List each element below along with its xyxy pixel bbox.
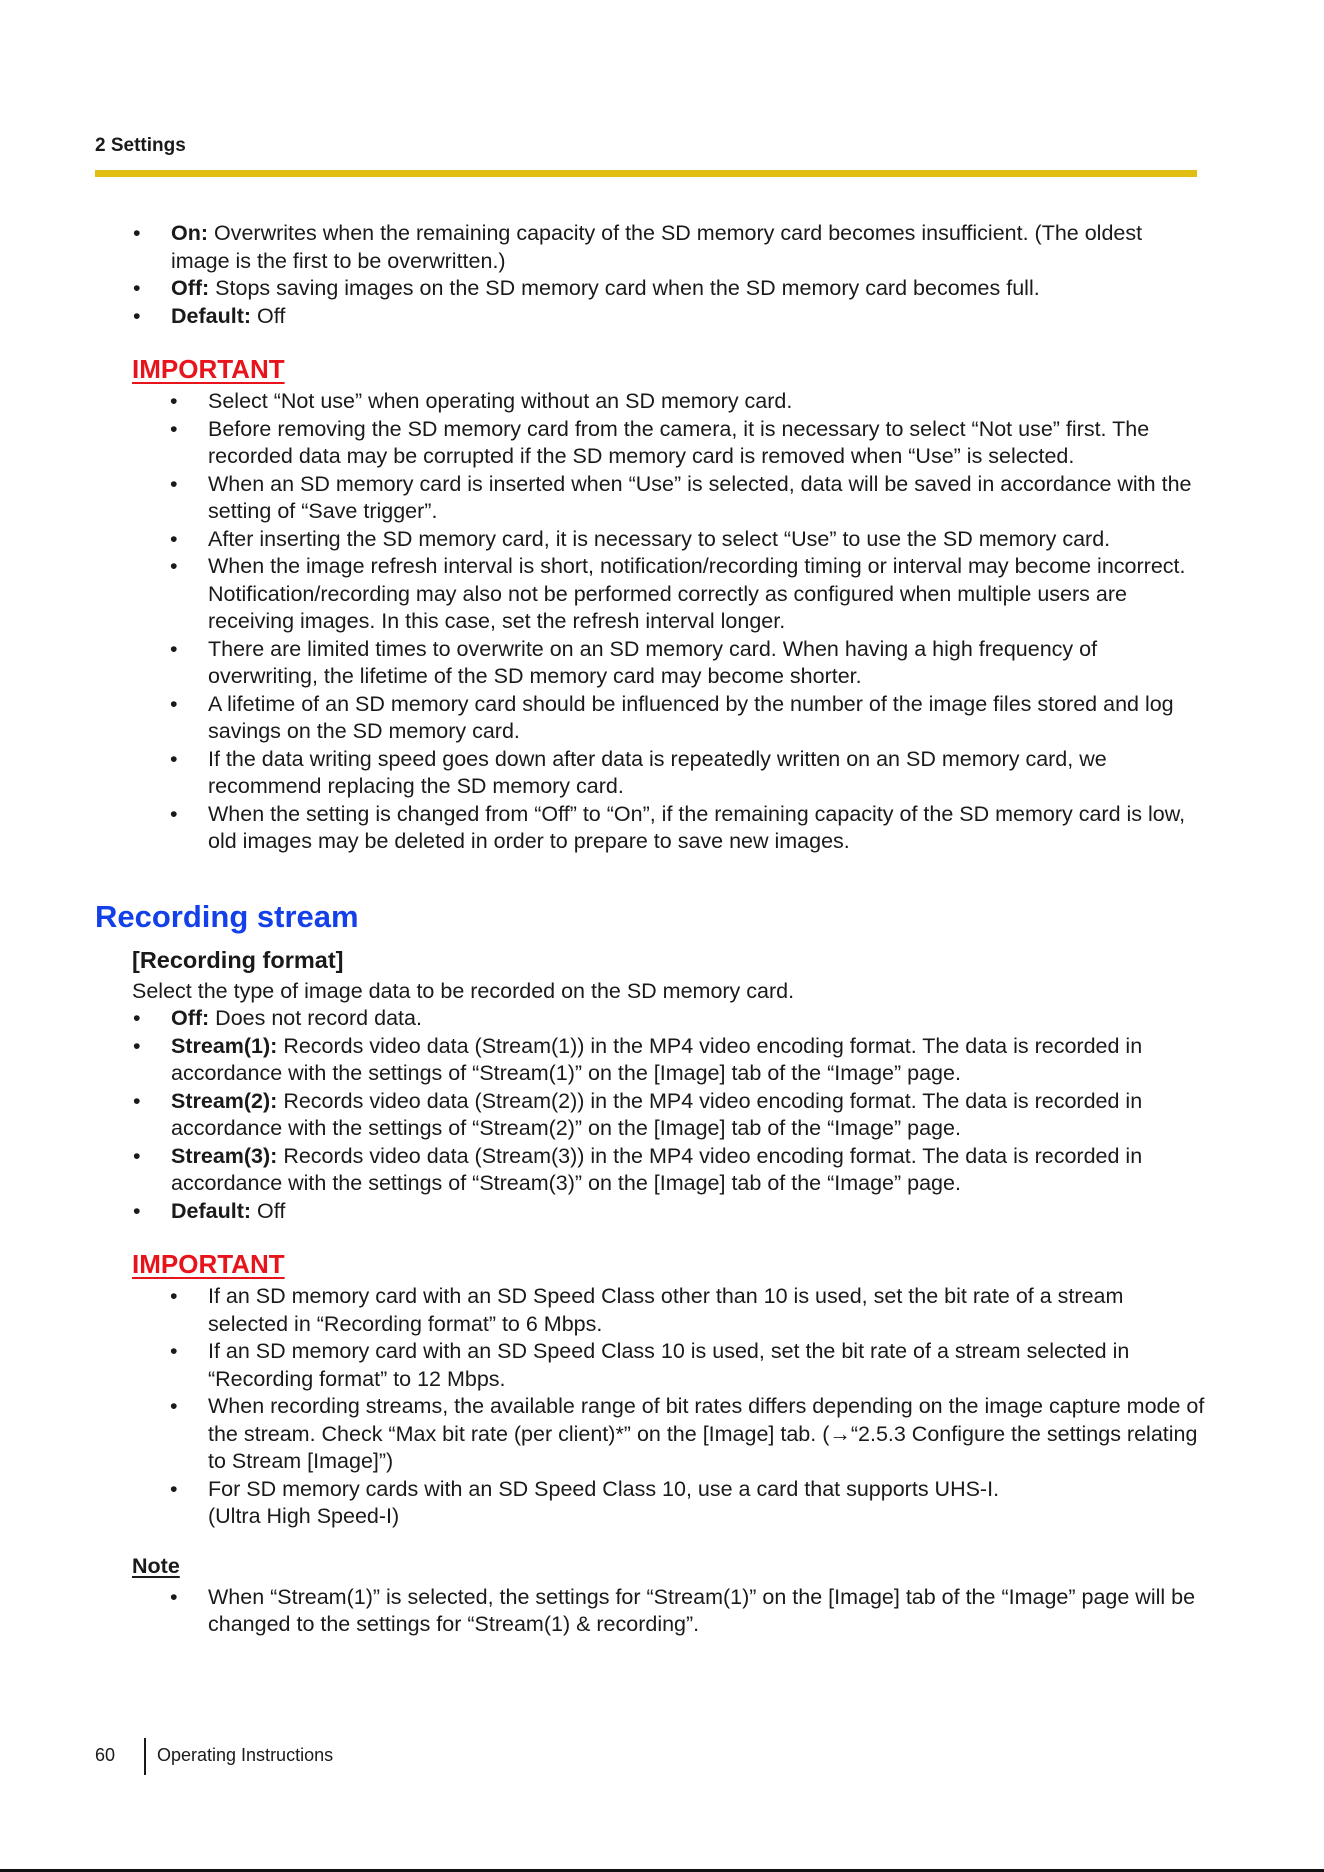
bullet: • (170, 1476, 178, 1501)
page-number: 60 (95, 1745, 116, 1765)
item-text: When the image refresh interval is short, notification/recording timing or interval may become incorrect. Notification/recording may also not be performed correctly as configured when multiple users are receiving images. In this case, set the refresh interval longer. (208, 554, 1186, 633)
list-item (95, 303, 1205, 331)
note-heading: Note (132, 1553, 180, 1578)
important-list (95, 388, 1205, 856)
bullet: • (133, 1033, 141, 1058)
bullet: • (170, 1584, 178, 1609)
format-option-list (95, 1005, 1205, 1225)
list-item (95, 1143, 1205, 1198)
header-rule (95, 170, 1197, 177)
chapter-header: 2 Settings (95, 135, 186, 156)
list-item (95, 1033, 1205, 1088)
list-item (95, 1338, 1205, 1393)
bullet: • (170, 389, 178, 413)
item-text: A lifetime of an SD memory card should be influenced by the number of the image files stored and log savings on the SD memory card. (208, 691, 1174, 743)
option-text: Off (251, 303, 286, 328)
important-heading: IMPORTANT (132, 1249, 285, 1279)
item-text: If an SD memory card with an SD Speed Class 10 is used, set the bit rate of a stream selected in “Recording format” to 12 Mbps. (208, 1339, 1130, 1391)
item-text: When the setting is changed from “Off” to “On”, if the remaining capacity of the SD memory card is low, old images may be deleted in order to prepare to save new images. (208, 801, 1186, 853)
option-label: On: (171, 221, 209, 245)
bullet: • (133, 276, 141, 300)
bullet: • (133, 221, 141, 245)
page-content (95, 220, 1205, 1639)
option-text: Records video data (Stream(3)) in the MP4 video encoding format. The data is recorded in accordance with the settings of “Stream(3)” on the [Image] tab of the “Image” page. (171, 1143, 1143, 1195)
list-item (95, 275, 1205, 303)
bullet: • (133, 1006, 141, 1030)
item-text: When “Stream(1)” is selected, the settings for “Stream(1)” on the [Image] tab of the “Image” page will be changed to the settings for “Stream(1) & recording”. (208, 1584, 1196, 1636)
list-item (95, 801, 1205, 856)
bullet: • (170, 1284, 178, 1308)
item-text: There are limited times to overwrite on an SD memory card. When having a high frequency of overwriting, the lifetime of the SD memory card may become shorter. (208, 636, 1098, 688)
item-text: When recording streams, the available range of bit rates differs depending on the image capture mode of the stream. Check “Max bit rate (per client)*” on the [Image] tab. (→“2.5.3 Configure the settings relating to Stream [Image]”) (208, 1394, 1205, 1473)
bullet: • (170, 1339, 178, 1363)
list-item (95, 746, 1205, 801)
item-text: Select “Not use” when operating without an SD memory card. (208, 389, 793, 413)
section-title: Recording stream (95, 898, 359, 934)
bullet: • (170, 801, 178, 826)
bullet: • (133, 1088, 141, 1113)
note-list (95, 1584, 1205, 1639)
bullet: • (133, 1143, 141, 1168)
list-item (95, 1005, 1205, 1033)
bullet: • (170, 416, 178, 441)
bullet: • (133, 1198, 141, 1223)
option-text: Stops saving images on the SD memory card when the SD memory card becomes full. (209, 276, 1040, 300)
bullet: • (170, 1394, 178, 1418)
list-item (95, 220, 1205, 275)
item-text: After inserting the SD memory card, it is necessary to select “Use” to use the SD memory card. (208, 526, 1111, 551)
bullet: • (170, 526, 178, 551)
list-item (95, 526, 1205, 554)
option-text: Records video data (Stream(1)) in the MP4 video encoding format. The data is recorded in accordance with the settings of “Stream(1)” on the [Image] tab of the “Image” page. (171, 1033, 1143, 1085)
list-item (95, 1393, 1205, 1476)
option-text: Off (251, 1198, 286, 1223)
option-label: Off: (171, 1006, 210, 1030)
list-item (95, 1088, 1205, 1143)
list-item (95, 1584, 1205, 1639)
bullet: • (170, 746, 178, 771)
option-text: Does not record data. (209, 1006, 422, 1030)
list-item (95, 1476, 1205, 1531)
list-item (95, 388, 1205, 416)
section-description: Select the type of image data to be recorded on the SD memory card. (132, 978, 795, 1003)
option-text: Records video data (Stream(2)) in the MP4 video encoding format. The data is recorded in accordance with the settings of “Stream(2)” on the [Image] tab of the “Image” page. (171, 1088, 1143, 1140)
intro-option-list (95, 220, 1205, 330)
item-text: If the data writing speed goes down after data is repeatedly written on an SD memory card, we recommend replacing the SD memory card. (208, 746, 1107, 798)
option-label: Off: (171, 276, 210, 300)
item-text: For SD memory cards with an SD Speed Class 10, use a card that supports UHS-I. (Ultra High Speed-I) (208, 1476, 1000, 1528)
list-item (95, 1198, 1205, 1226)
list-item (95, 691, 1205, 746)
option-label: Default: (171, 1198, 252, 1223)
list-item (95, 1283, 1205, 1338)
list-item (95, 416, 1205, 471)
bullet: • (170, 554, 178, 578)
item-text: If an SD memory card with an SD Speed Class other than 10 is used, set the bit rate of a stream selected in “Recording format” to 6 Mbps. (208, 1284, 1124, 1336)
important-list (95, 1283, 1205, 1531)
bullet: • (170, 471, 178, 496)
option-label: Default: (171, 303, 252, 328)
option-label: Stream(2): (171, 1088, 278, 1113)
bullet: • (170, 691, 178, 716)
subsection-title: [Recording format] (132, 946, 344, 973)
list-item (95, 636, 1205, 691)
item-text: Before removing the SD memory card from the camera, it is necessary to select “Not use” first. The recorded data may be corrupted if the SD memory card is removed when “Use” is selected. (208, 416, 1150, 468)
bullet: • (133, 303, 141, 328)
item-text: When an SD memory card is inserted when “Use” is selected, data will be saved in accordance with the setting of “Save trigger”. (208, 471, 1192, 523)
option-text: Overwrites when the remaining capacity of the SD memory card becomes insufficient. (The oldest image is the first to be overwritten.) (171, 221, 1143, 273)
bullet: • (170, 636, 178, 661)
option-label: Stream(1): (171, 1033, 278, 1058)
footer-title: Operating Instructions (157, 1745, 334, 1765)
list-item (95, 471, 1205, 526)
option-label: Stream(3): (171, 1143, 278, 1168)
list-item (95, 553, 1205, 636)
important-heading: IMPORTANT (132, 354, 285, 384)
footer-divider (144, 1738, 146, 1775)
